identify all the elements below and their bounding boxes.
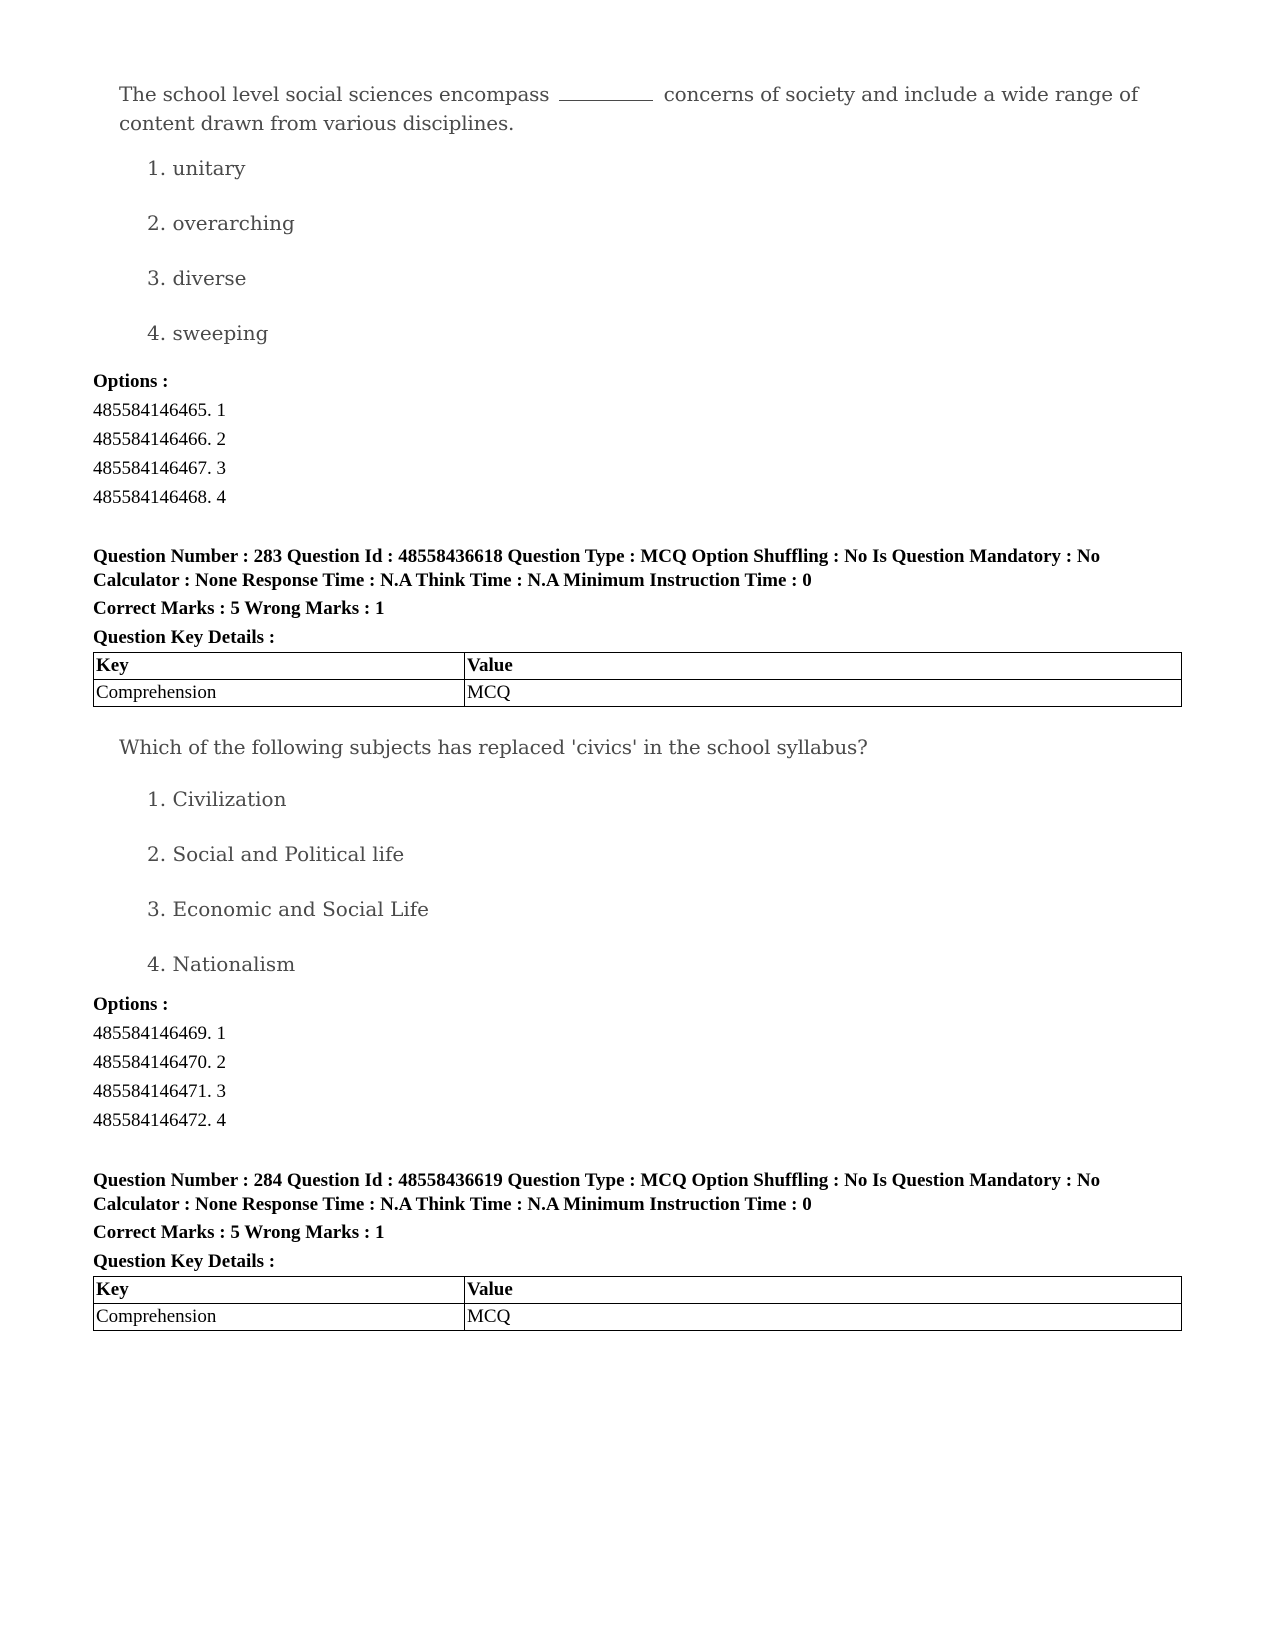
table-header-row (94, 1277, 1182, 1304)
table-header-cell: Value (465, 653, 1182, 680)
option-id: 485584146472. 4 (93, 1110, 226, 1131)
key-details-table (93, 1276, 1182, 1331)
table-row (94, 680, 1182, 707)
option-id: 485584146466. 2 (93, 429, 226, 450)
choice-item: 4. sweeping (147, 321, 269, 345)
choice-item: 3. diverse (147, 266, 247, 290)
options-block-283 (93, 990, 226, 1135)
table-cell: Comprehension (94, 680, 465, 707)
key-details-label: Question Key Details : (93, 627, 276, 648)
table-header-row (94, 653, 1182, 680)
key-details-table (93, 652, 1182, 707)
question-header-283 (93, 545, 1183, 707)
option-id: 485584146467. 3 (93, 458, 226, 479)
stem-text-before: The school level social sciences encompass (119, 82, 550, 106)
choice-item: 2. Social and Political life (147, 842, 405, 866)
option-id: 485584146471. 3 (93, 1081, 226, 1102)
choice-list (93, 782, 1179, 1002)
question-marks: Correct Marks : 5 Wrong Marks : 1 (93, 1222, 385, 1243)
choice-item: 4. Nationalism (147, 952, 296, 976)
choice-item: 2. overarching (147, 211, 295, 235)
option-id: 485584146469. 1 (93, 1023, 226, 1044)
option-id: 485584146468. 4 (93, 487, 226, 508)
option-id: 485584146470. 2 (93, 1052, 226, 1073)
choice-item: 3. Economic and Social Life (147, 897, 430, 921)
fill-blank (559, 84, 653, 101)
option-id: 485584146465. 1 (93, 400, 226, 421)
table-header-cell: Key (94, 653, 465, 680)
question-stem: Which of the following subjects has replaced 'civics' in the school syllabus? (119, 735, 868, 759)
table-cell: MCQ (465, 1304, 1182, 1331)
options-block-282 (93, 367, 226, 512)
question-stem (119, 80, 1179, 138)
table-header-cell: Key (94, 1277, 465, 1304)
table-row (94, 1304, 1182, 1331)
question-marks: Correct Marks : 5 Wrong Marks : 1 (93, 598, 385, 619)
options-label: Options : (93, 371, 169, 392)
table-cell: MCQ (465, 680, 1182, 707)
question-meta: Question Number : 284 Question Id : 48558436619 Question Type : MCQ Option Shuffling : No Is Question Mandatory : No Calculator : None Response Time : N.A Think Time : N.A Minimum Instruction Time : 0 (93, 1170, 1101, 1215)
options-label: Options : (93, 994, 169, 1015)
question-header-284 (93, 1169, 1183, 1331)
question-image-283 (93, 733, 1179, 1002)
choice-item: 1. Civilization (147, 787, 287, 811)
choice-list (93, 151, 1179, 371)
question-meta: Question Number : 283 Question Id : 48558436618 Question Type : MCQ Option Shuffling : No Is Question Mandatory : No Calculator : None Response Time : N.A Think Time : N.A Minimum Instruction Time : 0 (93, 546, 1101, 591)
question-image-282 (93, 80, 1179, 371)
table-header-cell: Value (465, 1277, 1182, 1304)
key-details-label: Question Key Details : (93, 1251, 276, 1272)
table-cell: Comprehension (94, 1304, 465, 1331)
stem-text-after: concerns of society and include a wide range of content drawn from various disciplines. (119, 82, 1139, 135)
choice-item: 1. unitary (147, 156, 246, 180)
